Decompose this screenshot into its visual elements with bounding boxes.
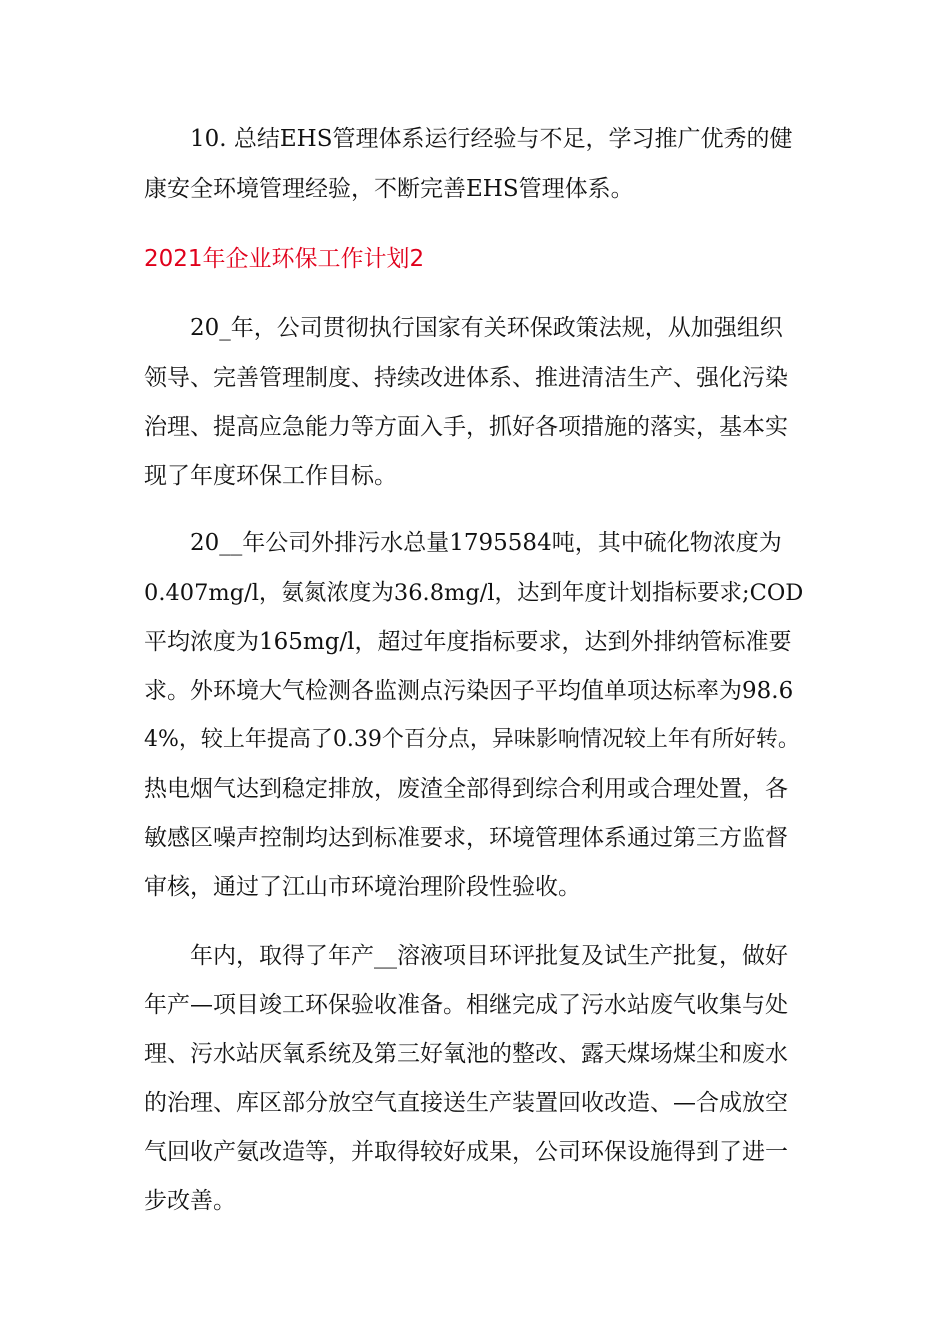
para1-line: 10. 总结EHS管理体系运行经验与不足，学习推广优秀的健 — [144, 126, 793, 152]
para4-line: 气回收产氨改造等，并取得较好成果，公司环保设施得到了进一 — [144, 1139, 788, 1165]
para3-line: 0.407mg/l，氨氮浓度为36.8mg/l，达到年度计划指标要求;COD — [144, 580, 804, 606]
para3-line: 审核，通过了江山市环境治理阶段性验收。 — [144, 874, 581, 900]
para1-line: 康安全环境管理经验，不断完善EHS管理体系。 — [144, 176, 634, 202]
para4-line: 理、污水站厌氧系统及第三好氧池的整改、露天煤场煤尘和废水 — [144, 1041, 788, 1067]
para2-line: 治理、提高应急能力等方面入手，抓好各项措施的落实，基本实 — [144, 414, 788, 440]
para4-line: 年内，取得了年产__溶液项目环评批复及试生产批复，做好 — [144, 943, 788, 969]
para2-line: 20_年，公司贯彻执行国家有关环保政策法规，从加强组织 — [144, 315, 783, 341]
para3-line: 20__年公司外排污水总量1795584吨，其中硫化物浓度为 — [144, 530, 782, 556]
para4-line: 步改善。 — [144, 1188, 236, 1214]
para3-line: 热电烟气达到稳定排放，废渣全部得到综合利用或合理处置，各 — [144, 776, 788, 802]
para3-line: 敏感区噪声控制均达到标准要求，环境管理体系通过第三方监督 — [144, 825, 788, 851]
para4-line: 年产—项目竣工环保验收准备。相继完成了污水站废气收集与处 — [144, 992, 788, 1018]
para2-line: 现了年度环保工作目标。 — [144, 463, 397, 489]
para3-line: 求。外环境大气检测各监测点污染因子平均值单项达标率为98.6 — [144, 678, 794, 704]
para4-line: 的治理、库区部分放空气直接送生产装置回收改造、—合成放空 — [144, 1090, 788, 1116]
para3-line: 4%，较上年提高了0.39个百分点，异味影响情况较上年有所好转。 — [144, 727, 800, 752]
para3-line: 平均浓度为165mg/l，超过年度指标要求，达到外排纳管标准要 — [144, 629, 792, 655]
para2-line: 领导、完善管理制度、持续改进体系、推进清洁生产、强化污染 — [144, 365, 788, 391]
section-heading: 2021年企业环保工作计划2 — [144, 246, 425, 272]
